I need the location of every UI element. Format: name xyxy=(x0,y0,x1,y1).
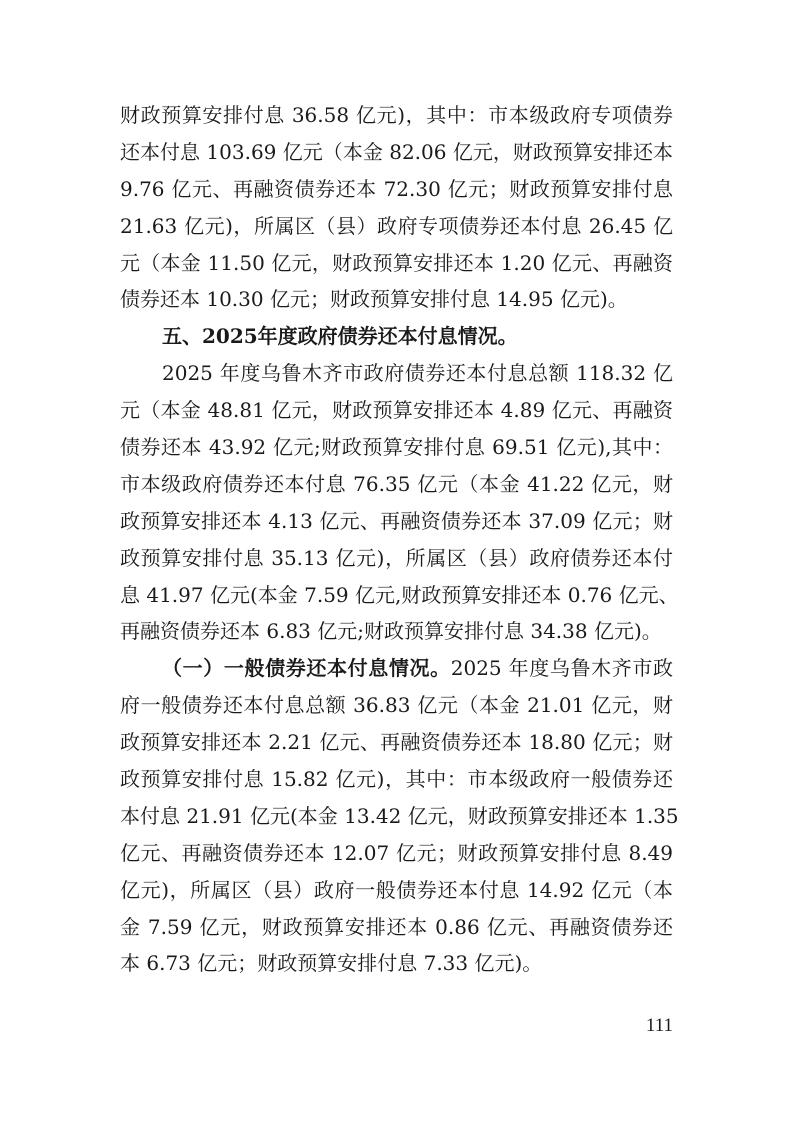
text-line: 亿元)，所属区（县）政府一般债券还本付息 14.92 亿元（本 xyxy=(120,877,673,902)
text-line: 2025 年度乌鲁木齐市政府债券还本付息总额 118.32 亿 xyxy=(162,361,673,386)
text-line: 本 6.73 亿元；财政预算安排付息 7.33 亿元)。 xyxy=(120,951,543,976)
paragraph-general-bonds xyxy=(120,650,679,982)
text-line: 债券还本 43.92 亿元;财政预算安排付息 69.51 亿元),其中： xyxy=(120,435,673,460)
paragraph-total-repayment xyxy=(120,355,679,650)
text-line: 本付息 21.91 亿元(本金 13.42 亿元，财政预算安排还本 1.35 xyxy=(120,803,679,828)
text-line: 再融资债券还本 6.83 亿元;财政预算安排付息 34.38 亿元)。 xyxy=(120,619,662,644)
subsection-heading-1: （一）一般债券还本付息情况。 xyxy=(162,656,451,681)
text-line: 亿元、再融资债券还本 12.07 亿元；财政预算安排付息 8.49 xyxy=(120,840,673,865)
text-line: 元（本金 11.50 亿元，财政预算安排还本 1.20 亿元、再融资 xyxy=(120,250,673,275)
text-line: 市本级政府债券还本付息 76.35 亿元（本金 41.22 亿元，财 xyxy=(120,471,673,496)
text-line: 府一般债券还本付息总额 36.83 亿元（本金 21.01 亿元，财 xyxy=(120,693,673,718)
text-line: 财政预算安排付息 36.58 亿元)，其中：市本级政府专项债券 xyxy=(120,103,673,127)
text-line: 政预算安排还本 2.21 亿元、再融资债券还本 18.80 亿元；财 xyxy=(120,730,673,755)
text-line: 9.76 亿元、再融资债券还本 72.30 亿元；财政预算安排付息 xyxy=(120,176,673,201)
section-heading-5: 五、2025年度政府债券还本付息情况。 xyxy=(162,324,518,349)
text-line: 债券还本 10.30 亿元；财政预算安排付息 14.95 亿元)。 xyxy=(120,287,628,312)
text-line xyxy=(120,650,673,687)
text-line: 元（本金 48.81 亿元，财政预算安排还本 4.89 亿元、再融资 xyxy=(120,398,673,423)
text-line: 政预算安排付息 35.13 亿元)，所属区（县）政府债券还本付 xyxy=(120,545,673,570)
page-number: 111 xyxy=(645,1015,673,1036)
text-line: 政预算安排付息 15.82 亿元)，其中：市本级政府一般债券还 xyxy=(120,767,673,792)
text-line: 21.63 亿元)，所属区（县）政府专项债券还本付息 26.45 亿 xyxy=(120,213,673,238)
text-line: 息 41.97 亿元(本金 7.59 亿元,财政预算安排还本 0.76 亿元、 xyxy=(120,582,679,607)
text-line: 还本付息 103.69 亿元（本金 82.06 亿元，财政预算安排还本 xyxy=(120,139,673,164)
document-body xyxy=(120,97,679,982)
text-line: 金 7.59 亿元，财政预算安排还本 0.86 亿元、再融资债券还 xyxy=(120,914,673,939)
paragraph-special-bonds-tail xyxy=(120,97,673,318)
lead-text: 2025 年度乌鲁木齐市政 xyxy=(450,656,674,681)
text-line: 政预算安排还本 4.13 亿元、再融资债券还本 37.09 亿元；财 xyxy=(120,508,673,533)
